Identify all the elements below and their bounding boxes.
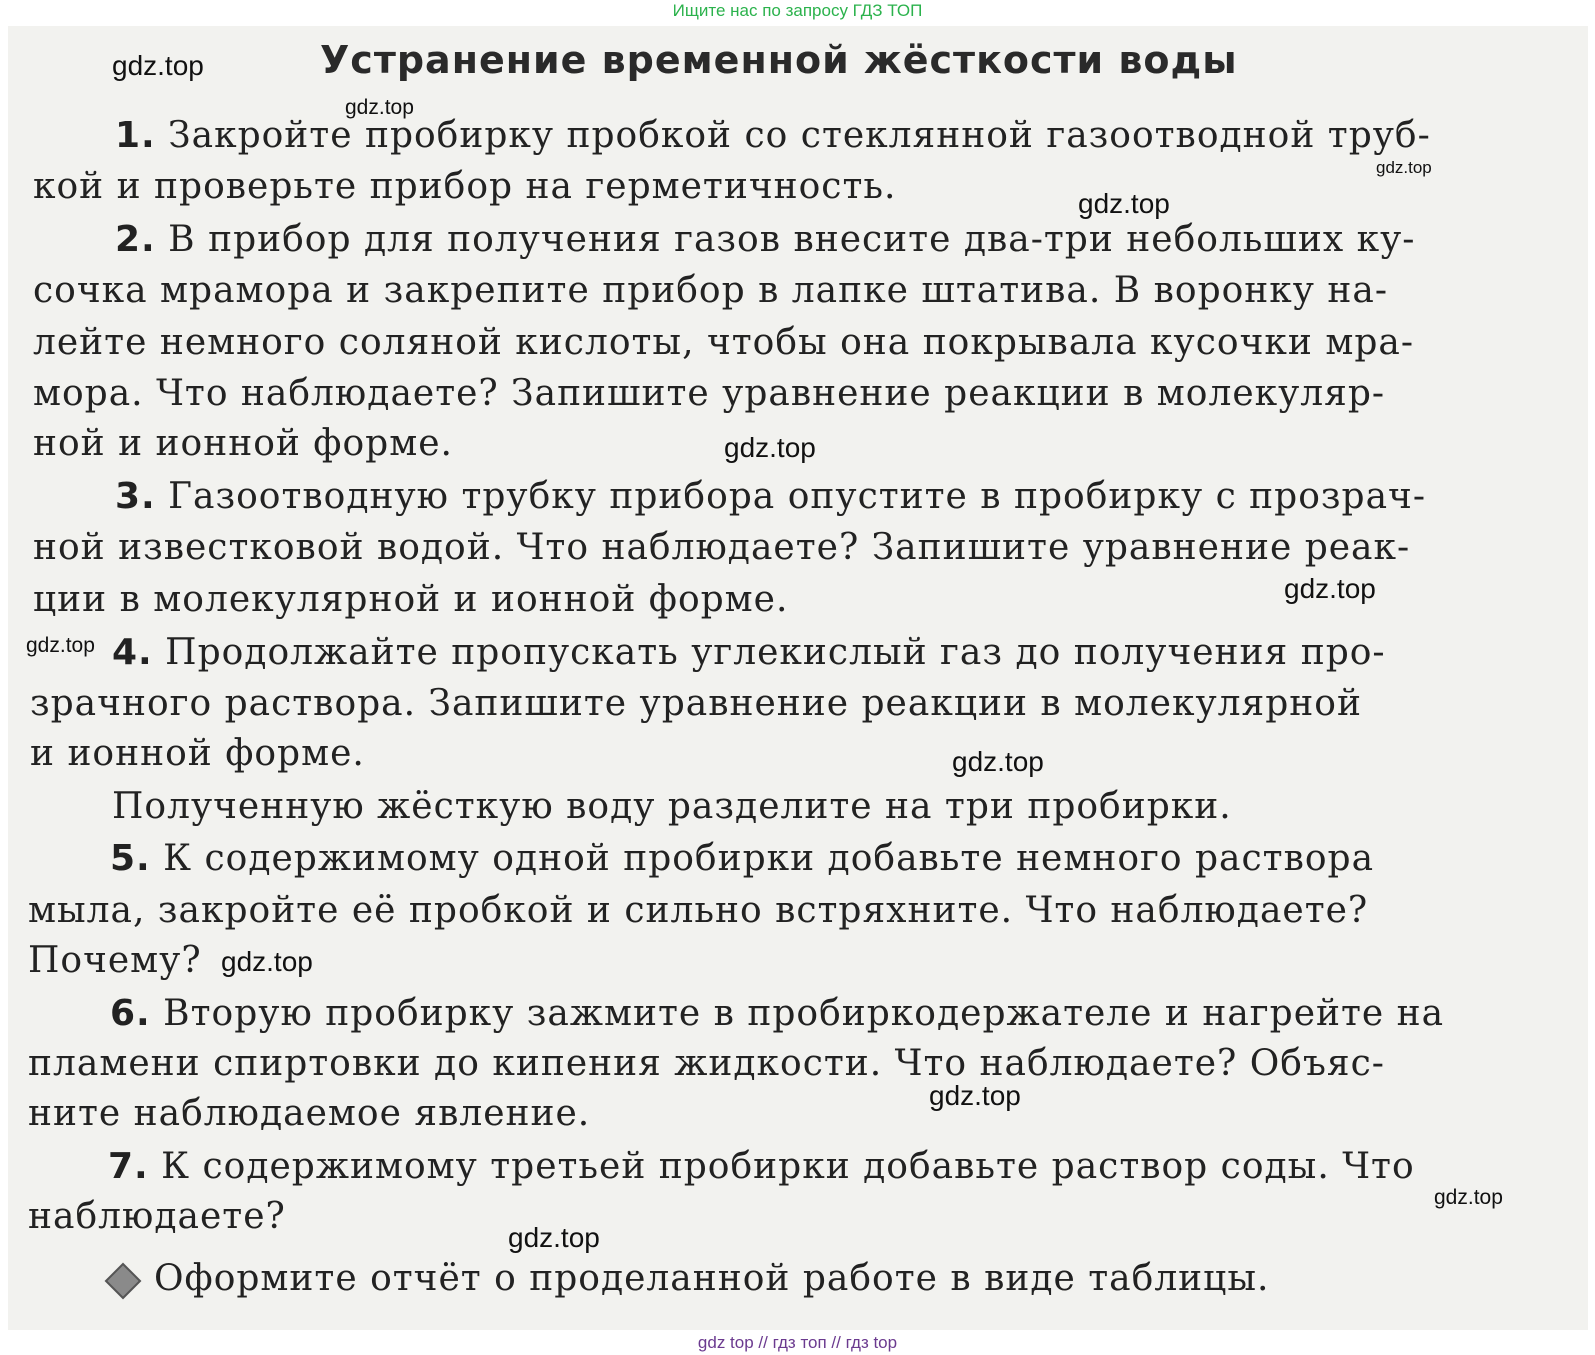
report-line: Оформите отчёт о проделанной работе в виде таблицы. bbox=[110, 1256, 1269, 1302]
footer-links: gdz top // гдз топ // гдз top bbox=[697, 1333, 898, 1352]
paragraph-line: кой и проверьте прибор на герметичность. bbox=[33, 166, 897, 207]
paragraph-line: мыла, закройте её пробкой и сильно встряхните. Что наблюдаете? bbox=[28, 890, 1369, 931]
paragraph-line: зрачного раствора. Запишите уравнение реакции в молекулярной bbox=[30, 683, 1362, 724]
paragraph-line: ните наблюдаемое явление. bbox=[28, 1093, 591, 1134]
paragraph-line: 6. Вторую пробирку зажмите в пробиркодержателе и нагрейте на bbox=[110, 993, 1445, 1034]
watermark: gdz.top bbox=[1376, 158, 1432, 177]
watermark: gdz.top bbox=[26, 634, 95, 657]
watermark: gdz.top bbox=[952, 746, 1044, 777]
search-banner: Ищите нас по запросу ГДЗ ТОП bbox=[672, 1, 923, 20]
step-number: 5. bbox=[110, 838, 151, 879]
paragraph-line: ной и ионной форме. bbox=[33, 423, 453, 464]
paragraph-line: ции в молекулярной и ионной форме. bbox=[33, 579, 789, 620]
diamond-bullet-icon bbox=[105, 1263, 142, 1300]
watermark: gdz.top bbox=[508, 1222, 600, 1253]
watermark: gdz.top bbox=[1078, 188, 1170, 219]
page-title: Устранение временной жёсткости воды bbox=[320, 38, 1238, 82]
paragraph-line: и ионной форме. bbox=[30, 733, 365, 774]
step-number: 2. bbox=[115, 219, 156, 260]
watermark: gdz.top bbox=[724, 432, 816, 463]
step-number: 6. bbox=[110, 993, 151, 1034]
watermark: gdz.top bbox=[1284, 573, 1376, 604]
paragraph-line: мора. Что наблюдаете? Запишите уравнение реакции в молекуляр- bbox=[33, 373, 1386, 414]
paragraph-line: 5. К содержимому одной пробирки добавьте немного раствора bbox=[110, 838, 1375, 879]
step-number: 4. bbox=[112, 632, 153, 673]
paragraph-line: сочка мрамора и закрепите прибор в лапке штатива. В воронку на- bbox=[33, 270, 1389, 311]
paragraph-line: лейте немного соляной кислоты, чтобы она покрывала кусочки мра- bbox=[33, 322, 1414, 363]
watermark: gdz.top bbox=[1434, 1186, 1503, 1209]
watermark: gdz.top bbox=[112, 50, 204, 81]
step-number: 3. bbox=[115, 476, 156, 517]
step-number: 7. bbox=[108, 1146, 149, 1187]
paragraph-line: 7. К содержимому третьей пробирки добавьте раствор соды. Что bbox=[108, 1146, 1415, 1187]
paragraph-line: 1. Закройте пробирку пробкой со стеклянной газоотводной труб- bbox=[115, 115, 1431, 156]
step-number: 1. bbox=[115, 115, 156, 156]
watermark: gdz.top bbox=[929, 1080, 1021, 1111]
paragraph-line: 4. Продолжайте пропускать углекислый газ до получения про- bbox=[112, 632, 1386, 673]
paragraph-line: наблюдаете? bbox=[28, 1196, 286, 1237]
paragraph-line: Почему? bbox=[28, 940, 202, 981]
watermark: gdz.top bbox=[345, 96, 414, 119]
watermark: gdz.top bbox=[221, 946, 313, 977]
paragraph-line: 2. В прибор для получения газов внесите два-три небольших ку- bbox=[115, 219, 1416, 260]
paragraph-line: ной известковой водой. Что наблюдаете? Запишите уравнение реак- bbox=[33, 527, 1411, 568]
paragraph-line: пламени спиртовки до кипения жидкости. Что наблюдаете? Объяс- bbox=[28, 1043, 1385, 1084]
paragraph-line: Полученную жёсткую воду разделите на три пробирки. bbox=[112, 786, 1232, 827]
paragraph-line: 3. Газоотводную трубку прибора опустите в пробирку с прозрач- bbox=[115, 476, 1426, 517]
